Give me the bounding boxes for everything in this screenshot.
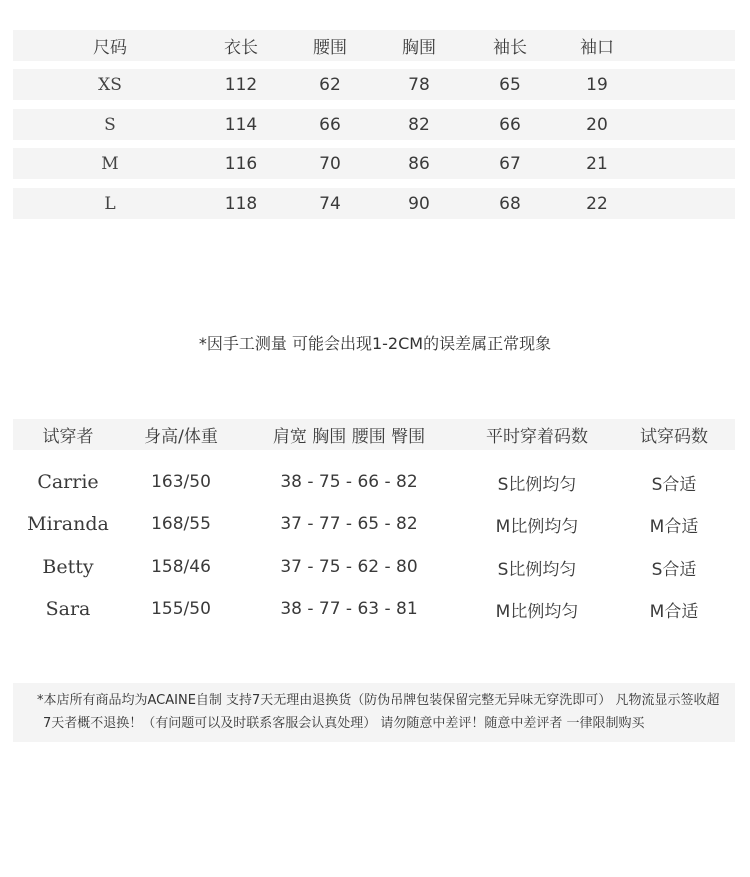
model-usual-size: S比例均匀 — [497, 559, 577, 580]
model-measurements: 38 - 77 - 63 - 81 — [280, 599, 418, 619]
model-tried-size: S合适 — [651, 474, 697, 495]
size-sleeve-length: 67 — [499, 153, 521, 174]
size-waist: 62 — [319, 74, 341, 95]
model-measurements: 38 - 75 - 66 - 82 — [280, 472, 418, 492]
header-length: 衣长 — [224, 38, 258, 58]
size-sleeve-length: 66 — [499, 114, 521, 135]
size-sleeve-length: 65 — [499, 74, 521, 95]
model-name: Miranda — [27, 513, 109, 535]
size-chest: 86 — [408, 153, 430, 174]
model-name: Betty — [42, 556, 94, 578]
size-table-header — [13, 30, 735, 61]
model-name: Sara — [45, 598, 91, 620]
model-height-weight: 163/50 — [151, 472, 211, 492]
header-measurements: 肩宽 胸围 腰围 臀围 — [272, 427, 426, 447]
fit-row — [0, 509, 750, 539]
size-chest: 82 — [408, 114, 430, 135]
size-cuff: 21 — [586, 153, 608, 174]
model-height-weight: 168/55 — [151, 514, 211, 534]
size-cuff: 19 — [586, 74, 608, 95]
model-name: Carrie — [37, 471, 99, 493]
size-length: 114 — [224, 114, 258, 135]
model-measurements: 37 - 75 - 62 - 80 — [280, 557, 418, 577]
size-length: 112 — [224, 74, 258, 95]
size-waist: 70 — [319, 153, 341, 174]
model-usual-size: S比例均匀 — [497, 474, 577, 495]
model-tried-size: M合适 — [649, 601, 699, 622]
header-height-weight: 身高/体重 — [144, 427, 218, 447]
header-waist: 腰围 — [313, 38, 347, 58]
size-waist: 74 — [319, 193, 341, 214]
fit-table-header — [13, 419, 735, 450]
fit-row — [0, 552, 750, 582]
size-cuff: 20 — [586, 114, 608, 135]
size-length: 118 — [224, 193, 258, 214]
size-chest: 78 — [408, 74, 430, 95]
size-label: S — [104, 114, 116, 135]
header-tried-size: 试穿码数 — [640, 427, 708, 447]
header-chest: 胸围 — [402, 38, 436, 58]
return-policy-line-2: 7天者概不退换！（有问题可以及时联系客服会认真处理） 请勿随意中差评！随意中差评者 一律限制购买 — [43, 716, 645, 731]
fit-row — [0, 594, 750, 624]
size-cuff: 22 — [586, 193, 608, 214]
size-label: XS — [98, 74, 122, 95]
size-chest: 90 — [408, 193, 430, 214]
return-policy-line-1: *本店所有商品均为ACAINE自制 支持7天无理由退换货（防伪吊牌包装保留完整无异味无穿洗即可） 凡物流显示签收超 — [37, 693, 720, 708]
header-cuff: 袖口 — [580, 38, 614, 58]
size-waist: 66 — [319, 114, 341, 135]
return-policy — [13, 683, 735, 742]
model-height-weight: 158/46 — [151, 557, 211, 577]
size-length: 116 — [224, 153, 258, 174]
size-label: M — [101, 153, 119, 174]
measurement-note: *因手工测量 可能会出现1-2CM的误差属正常现象 — [198, 334, 552, 353]
model-tried-size: S合适 — [651, 559, 697, 580]
header-model: 试穿者 — [42, 427, 94, 447]
header-sleeve-length: 袖长 — [493, 38, 527, 58]
model-measurements: 37 - 77 - 65 - 82 — [280, 514, 418, 534]
size-sleeve-length: 68 — [499, 193, 521, 214]
size-row-l — [13, 188, 735, 219]
model-height-weight: 155/50 — [151, 599, 211, 619]
size-row-m — [13, 148, 735, 179]
header-size: 尺码 — [93, 38, 127, 58]
header-usual-size: 平时穿着码数 — [486, 427, 588, 447]
size-label: L — [104, 193, 116, 214]
model-tried-size: M合适 — [649, 516, 699, 537]
model-usual-size: M比例均匀 — [495, 601, 579, 622]
size-row-xs — [13, 69, 735, 100]
fit-row — [0, 467, 750, 497]
model-usual-size: M比例均匀 — [495, 516, 579, 537]
size-row-s — [13, 109, 735, 140]
